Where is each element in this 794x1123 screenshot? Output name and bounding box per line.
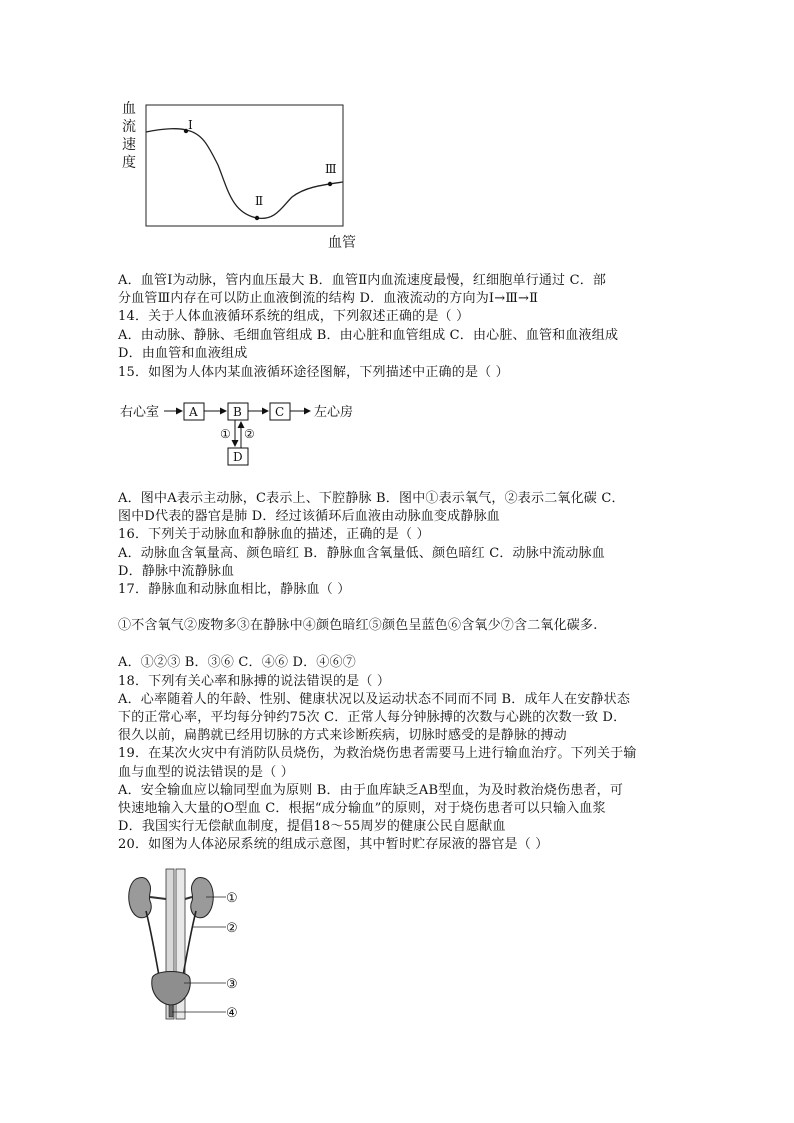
- q14-option-line-2: D．由血管和血液组成: [118, 346, 248, 361]
- point-i-label: Ⅰ: [188, 118, 193, 132]
- graph-y-label-3: 速: [122, 137, 136, 153]
- q15-stem: 15．如图为人体内某血液循环途径图解，下列描述中正确的是（ ）: [118, 365, 509, 380]
- q16-option-line-1: A．动脉血含氧量高、颜色暗红 B．静脉血含氧量低、颜色暗红 C．动脉中流动脉血: [118, 546, 605, 561]
- left-ureter: [146, 911, 160, 981]
- q17-statements: ①不含氧气②废物多③在静脉中④颜色暗红⑤颜色呈蓝色⑥含氧少⑦含二氧化碳多.: [118, 618, 598, 633]
- q18-stem: 18．下列有关心率和脉搏的说法错误的是（ ）: [118, 674, 391, 689]
- arrow-2-label: ②: [244, 427, 255, 441]
- graph-y-label-1: 血: [122, 101, 136, 117]
- q19-stem-line-2: 血与血型的说法错误的是（ ）: [118, 765, 294, 780]
- q16-stem: 16．下列关于动脉血和静脉血的描述，正确的是（ ）: [118, 527, 430, 542]
- q16-option-line-2: D．静脉中流静脉血: [118, 564, 235, 579]
- diagram-end-label: 左心房: [314, 405, 354, 420]
- left-kidney: [129, 877, 152, 917]
- q14-stem: 14．关于人体血液循环系统的组成，下列叙述正确的是（ ）: [118, 309, 470, 324]
- q17-stem: 17．静脉血和动脉血相比，静脉血（ ）: [118, 582, 351, 597]
- left-renal-vessel: [150, 897, 166, 899]
- q15-option-line-1: A．图中A表示主动脉，C表示上、下腔静脉 B．图中①表示氧气，②表示二氧化碳 C．: [118, 491, 625, 506]
- urethra: [169, 1005, 173, 1017]
- arrow-1-label: ①: [220, 427, 231, 441]
- point-ii: [255, 216, 259, 220]
- q17-options: A．①②③ B．③⑥ C．④⑥ D．④⑥⑦: [118, 655, 356, 670]
- diagram-start-label: 右心室: [120, 405, 160, 420]
- q18-option-line-2: 下的正常心率，平均每分钟约75次 C．正常人每分钟脉搏的次数与心跳的次数一致 D．: [118, 710, 627, 725]
- q20-stem: 20．如图为人体泌尿系统的组成示意图，其中暂时贮存尿液的器官是（ ）: [118, 837, 549, 852]
- point-ii-label: Ⅱ: [255, 194, 264, 208]
- q13-option-line-1: A．血管Ⅰ为动脉，管内血压最大 B．血管Ⅱ内血流速度最慢，红细胞单行通过 C．部: [118, 273, 607, 288]
- graph-y-label-2: 流: [122, 119, 136, 135]
- box-d-label: D: [233, 450, 243, 464]
- box-a-label: A: [189, 405, 198, 419]
- graph-frame: [146, 105, 343, 226]
- graph-y-label-4: 度: [122, 155, 136, 171]
- circulation-path-diagram: [118, 398, 378, 470]
- q19-option-line-2: 快速地输入大量的O型血 C．根据“成分输血”的原则，对于烧伤患者可以只输入血浆: [118, 801, 606, 816]
- urinary-system-figure: [122, 865, 252, 1025]
- box-b-label: B: [233, 405, 242, 419]
- box-c-label: C: [275, 405, 285, 419]
- blood-flow-velocity-graph: [110, 95, 370, 260]
- graph-x-label: 血管: [328, 235, 356, 251]
- q13-option-line-2: 分血管Ⅲ内存在可以防止血液倒流的结构 D．血液流动的方向为Ⅰ→Ⅲ→Ⅱ: [118, 291, 539, 306]
- label-4: ④: [226, 1006, 238, 1021]
- q19-stem-line-1: 19．在某次火灾中有消防队员烧伤，为救治烧伤患者需要马上进行输血治疗。下列关于输: [118, 746, 637, 761]
- q18-option-line-1: A．心率随着人的年龄、性别、健康状况以及运动状态不同而不同 B．成年人在安静状态: [118, 692, 631, 707]
- q14-option-line-1: A．由动脉、静脉、毛细血管组成 B．由心脏和血管组成 C．由心脏、血管和血液组成: [118, 328, 619, 343]
- q19-option-line-3: D．我国实行无偿献血制度，提倡18～55周岁的健康公民自愿献血: [118, 819, 506, 834]
- label-3: ③: [226, 977, 238, 992]
- q19-option-line-1: A．安全输血应以输同型血为原则 B．由于血库缺乏AB型血，为及时救治烧伤患者，可: [118, 783, 624, 798]
- point-iii-label: Ⅲ: [325, 162, 337, 176]
- right-kidney: [191, 877, 214, 917]
- right-renal-vessel: [185, 897, 192, 899]
- point-iii: [328, 182, 332, 186]
- label-2: ②: [226, 921, 238, 936]
- label-1: ①: [226, 891, 238, 906]
- q18-option-line-3: 很久以前，扁鹊就已经用切脉的方式来诊断疾病，切脉时感受的是静脉的搏动: [118, 728, 567, 743]
- velocity-curve: [146, 129, 343, 219]
- q15-option-line-2: 图中D代表的器官是肺 D．经过该循环后血液由动脉血变成静脉血: [118, 509, 500, 524]
